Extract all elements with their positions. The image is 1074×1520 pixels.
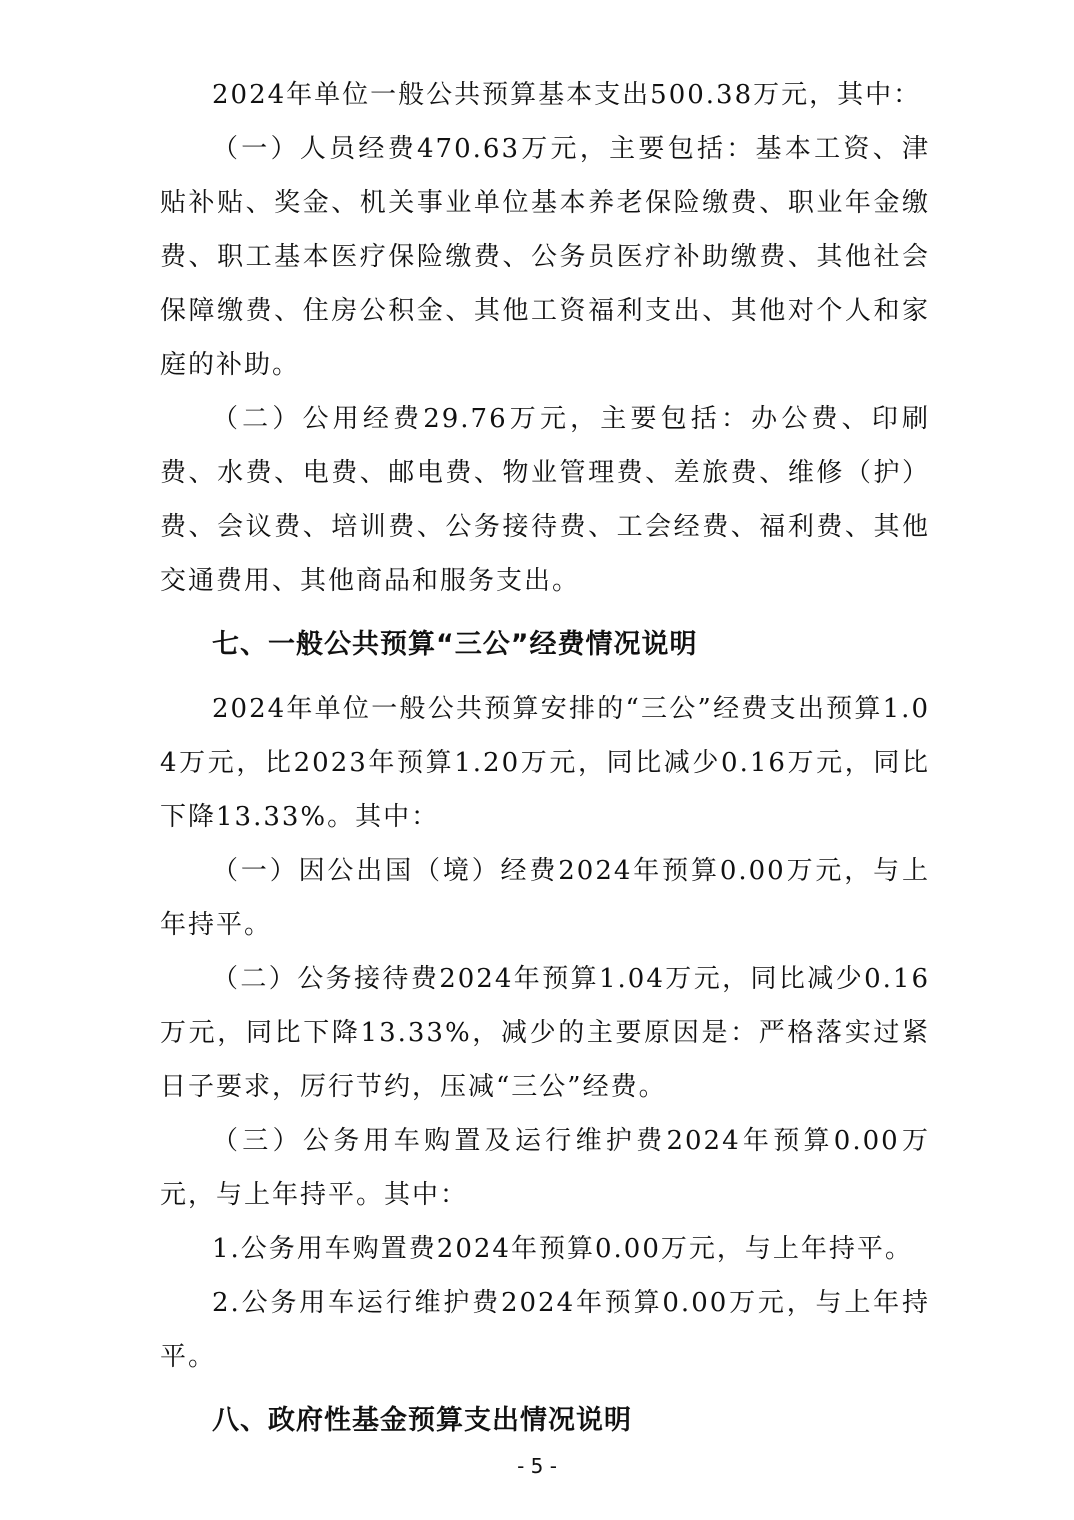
- paragraph-vehicle-maintenance: 2.公务用车运行维护费2024年预算0.00万元，与上年持平。: [160, 1288, 930, 1372]
- paragraph-overseas-expenses: （一）因公出国（境）经费2024年预算0.00万元，与上年持平。: [160, 856, 930, 940]
- page-number: - 5 -: [517, 1454, 557, 1478]
- paragraph-reception-expenses: （二）公务接待费2024年预算1.04万元，同比减少0.16万元，同比下降13.33%，减少的主要原因是：严格落实过紧日子要求，厉行节约，压减“三公”经费。: [160, 964, 930, 1102]
- paragraph-personnel-expenses: （一）人员经费470.63万元，主要包括：基本工资、津贴补贴、奖金、机关事业单位基本养老保险缴费、职业年金缴费、职工基本医疗保险缴费、公务员医疗补助缴费、其他社会保障缴费、住房公积金、其他工资福利支出、其他对个人和家庭的补助。: [160, 134, 930, 380]
- section-heading-three-public: 七、一般公共预算“三公”经费情况说明: [212, 629, 698, 660]
- paragraph-basic-expenditure: 2024年单位一般公共预算基本支出500.38万元，其中：: [212, 80, 922, 110]
- paragraph-public-expenses: （二）公用经费29.76万元，主要包括：办公费、印刷费、水费、电费、邮电费、物业管理费、差旅费、维修（护）费、会议费、培训费、公务接待费、工会经费、福利费、其他交通费用、其他商品和服务支出。: [160, 404, 930, 596]
- paragraph-vehicle-purchase: 1.公务用车购置费2024年预算0.00万元，与上年持平。: [212, 1234, 913, 1264]
- document-body: [160, 68, 930, 1458]
- paragraph-vehicle-expenses: （三）公务用车购置及运行维护费2024年预算0.00万元，与上年持平。其中：: [160, 1126, 930, 1210]
- section-heading-government-fund: 八、政府性基金预算支出情况说明: [212, 1405, 632, 1436]
- paragraph-three-public-overview: 2024年单位一般公共预算安排的“三公”经费支出预算1.04万元，比2023年预算1.20万元，同比减少0.16万元，同比下降13.33%。其中：: [160, 694, 930, 832]
